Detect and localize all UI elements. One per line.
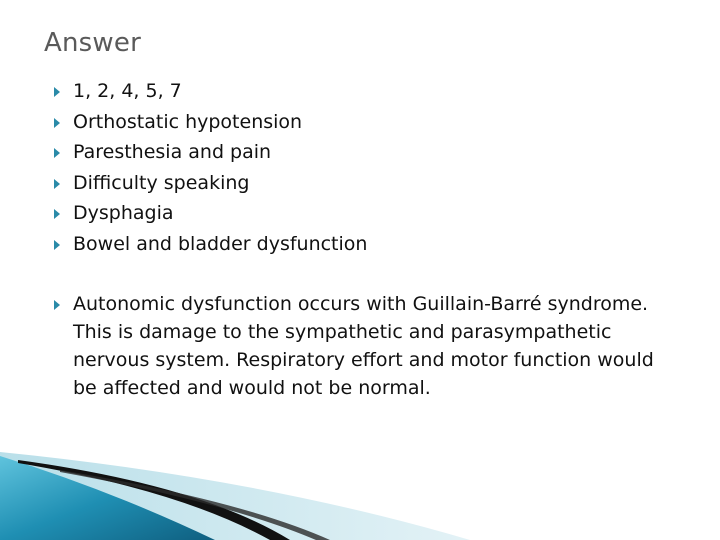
list-item [52, 76, 682, 107]
triangle-right-icon [54, 240, 60, 250]
rationale-text: Autonomic dysfunction occurs with Guillain-Barré syndrome. This is damage to the sympathetic and parasympathetic nervous system. Respiratory effort and motor function would be affected and would not be normal. [73, 293, 654, 399]
triangle-right-icon [54, 148, 60, 158]
bullet-text: 1, 2, 4, 5, 7 [73, 80, 182, 102]
dark-swoosh-stroke-secondary [60, 470, 330, 540]
bullet-text: Bowel and bladder dysfunction [73, 232, 368, 255]
dark-swoosh-stroke [18, 460, 290, 540]
bullet-text: Orthostatic hypotension [73, 110, 303, 133]
rationale-item [52, 289, 682, 402]
bullet-text: Difficulty speaking [73, 171, 250, 194]
slide-title: Answer [44, 28, 141, 58]
list-item [52, 198, 682, 229]
triangle-right-icon [54, 118, 60, 128]
triangle-right-icon [54, 87, 60, 97]
bullet-text: Paresthesia and pain [73, 141, 272, 163]
list-item [52, 229, 682, 260]
teal-swoosh-shape [0, 456, 215, 540]
list-item [52, 107, 682, 138]
triangle-right-icon [54, 209, 60, 219]
triangle-right-icon [54, 300, 60, 310]
bullet-text: Dysphagia [73, 202, 174, 224]
list-item [52, 137, 682, 168]
answer-bullet-list [52, 76, 682, 402]
triangle-right-icon [54, 179, 60, 189]
pale-swoosh-shape [0, 452, 470, 540]
list-item [52, 168, 682, 199]
